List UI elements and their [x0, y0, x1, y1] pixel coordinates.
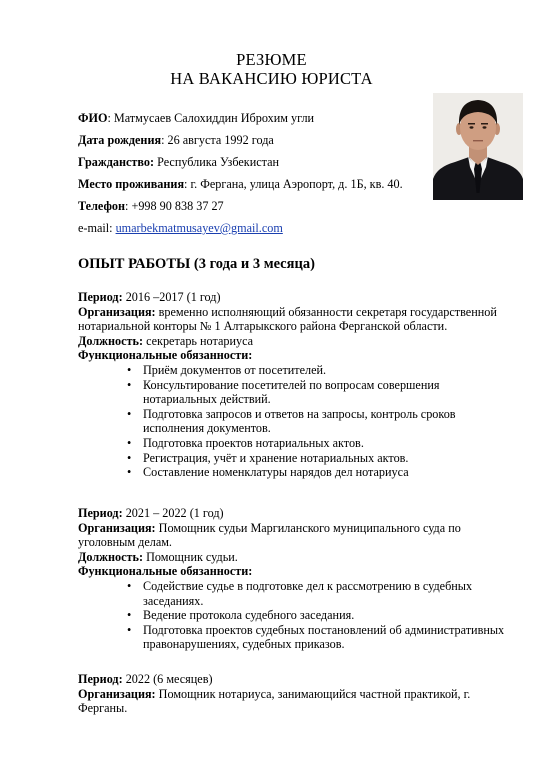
job-1-duties-list	[78, 363, 508, 480]
duty-text: Подготовка проектов судебных постановлений об административных правонарушениях, судебных приказов.	[143, 622, 505, 652]
list-item	[78, 465, 508, 480]
organization-label: Организация:	[78, 304, 156, 319]
field-birthdate-value: 26 августа 1992 года	[167, 133, 274, 147]
position-label: Должность:	[78, 549, 144, 564]
period-value: 2016 –2017 (1 год)	[125, 290, 221, 304]
job-3-period	[78, 672, 508, 687]
field-residence	[78, 177, 403, 192]
field-residence-label: Место проживания	[78, 177, 185, 191]
duty-text: Ведение протокола судебного заседания.	[143, 608, 355, 623]
list-item	[78, 451, 508, 466]
job-2-period	[78, 506, 508, 521]
job-2-duties-list	[78, 579, 508, 652]
job-3-organization	[78, 687, 508, 716]
list-item	[78, 579, 508, 608]
duty-text: Составление номенклатуры нарядов дел нотариуса	[143, 465, 409, 480]
list-item	[78, 623, 508, 652]
field-citizenship-value: Республика Узбекистан	[157, 155, 280, 169]
period-value: 2021 – 2022 (1 год)	[125, 506, 224, 520]
duty-text: Приём документов от посетителей.	[143, 362, 327, 377]
field-birthdate	[78, 133, 274, 148]
duty-text: Подготовка запросов и ответов на запросы, контроль сроков исполнения документов.	[143, 406, 456, 436]
bullet-icon: •	[127, 406, 132, 421]
experience-heading: ОПЫТ РАБОТЫ (3 года и 3 месяца)	[78, 256, 315, 272]
organization-label: Организация:	[78, 520, 156, 535]
list-item	[78, 407, 508, 436]
bullet-icon: •	[127, 578, 132, 593]
job-1-position	[78, 334, 508, 349]
profile-photo	[433, 93, 523, 200]
title-line-1: РЕЗЮМЕ	[236, 50, 307, 69]
field-phone-label: Телефон	[78, 199, 126, 213]
organization-value: временно исполняющий обязанности секретаря государственной нотариальной конторы № 1 Алтарыкского района Ферганской области.	[78, 304, 497, 334]
job-2-organization	[78, 521, 508, 550]
field-residence-sep: :	[184, 177, 191, 191]
field-citizenship	[78, 155, 279, 170]
field-phone-sep: :	[125, 199, 132, 213]
field-fio-sep: :	[107, 111, 114, 125]
organization-value: Помощник судьи Маргиланского муниципального суда по уголовным делам.	[78, 520, 461, 550]
period-label: Период:	[78, 506, 123, 520]
bullet-icon: •	[127, 608, 132, 623]
organization-label: Организация:	[78, 686, 156, 701]
position-label: Должность:	[78, 333, 144, 348]
job-2-position	[78, 550, 508, 565]
field-fio	[78, 111, 314, 126]
position-value: Помощник судьи.	[146, 549, 238, 564]
job-1-period	[78, 290, 508, 305]
job-2-duties-heading	[78, 564, 508, 579]
field-email-label: e-mail:	[78, 221, 113, 235]
job-1-duties-heading	[78, 348, 508, 363]
bullet-icon: •	[127, 435, 132, 450]
organization-value: Помощник нотариуса, занимающийся частной практикой, г. Ферганы.	[78, 686, 471, 716]
job-entry-1	[78, 290, 508, 480]
period-label: Период:	[78, 290, 123, 304]
duties-label: Функциональные обязанности:	[78, 564, 253, 579]
field-birthdate-sep: :	[161, 133, 168, 147]
position-value: секретарь нотариуса	[146, 333, 254, 348]
duty-text: Содействие судье в подготовке дел к рассмотрению в судебных заседаниях.	[143, 578, 473, 608]
list-item	[78, 378, 508, 407]
bullet-icon: •	[127, 465, 132, 480]
duties-label: Функциональные обязанности:	[78, 348, 253, 363]
bullet-icon: •	[127, 362, 132, 377]
field-citizenship-label: Гражданство:	[78, 155, 155, 169]
field-birthdate-label: Дата рождения	[78, 133, 162, 147]
period-value: 2022 (6 месяцев)	[125, 672, 213, 686]
field-phone-value: +998 90 838 37 27	[131, 199, 224, 213]
field-fio-label: ФИО	[78, 111, 108, 125]
list-item	[78, 436, 508, 451]
bullet-icon: •	[127, 622, 132, 637]
job-1-organization	[78, 305, 508, 334]
duty-text: Консультирование посетителей по вопросам совершения нотариальных действий.	[143, 377, 440, 407]
job-entry-2	[78, 506, 508, 652]
list-item	[78, 608, 508, 623]
list-item	[78, 363, 508, 378]
bullet-icon: •	[127, 377, 132, 392]
field-email	[78, 221, 283, 236]
field-phone	[78, 199, 224, 214]
resume-title	[0, 50, 543, 88]
field-residence-value: г. Фергана, улица Аэропорт, д. 1Б, кв. 40.	[190, 177, 403, 191]
email-link[interactable]: umarbekmatmusayev@gmail.com	[115, 221, 283, 235]
field-fio-value: Матмусаев Салохиддин Иброхим угли	[113, 111, 315, 125]
period-label: Период:	[78, 672, 123, 686]
job-entry-3	[78, 672, 508, 716]
duty-text: Регистрация, учёт и хранение нотариальных актов.	[143, 450, 409, 465]
duty-text: Подготовка проектов нотариальных актов.	[143, 435, 364, 450]
bullet-icon: •	[127, 450, 132, 465]
title-line-2: НА ВАКАНСИЮ ЮРИСТА	[170, 69, 373, 88]
